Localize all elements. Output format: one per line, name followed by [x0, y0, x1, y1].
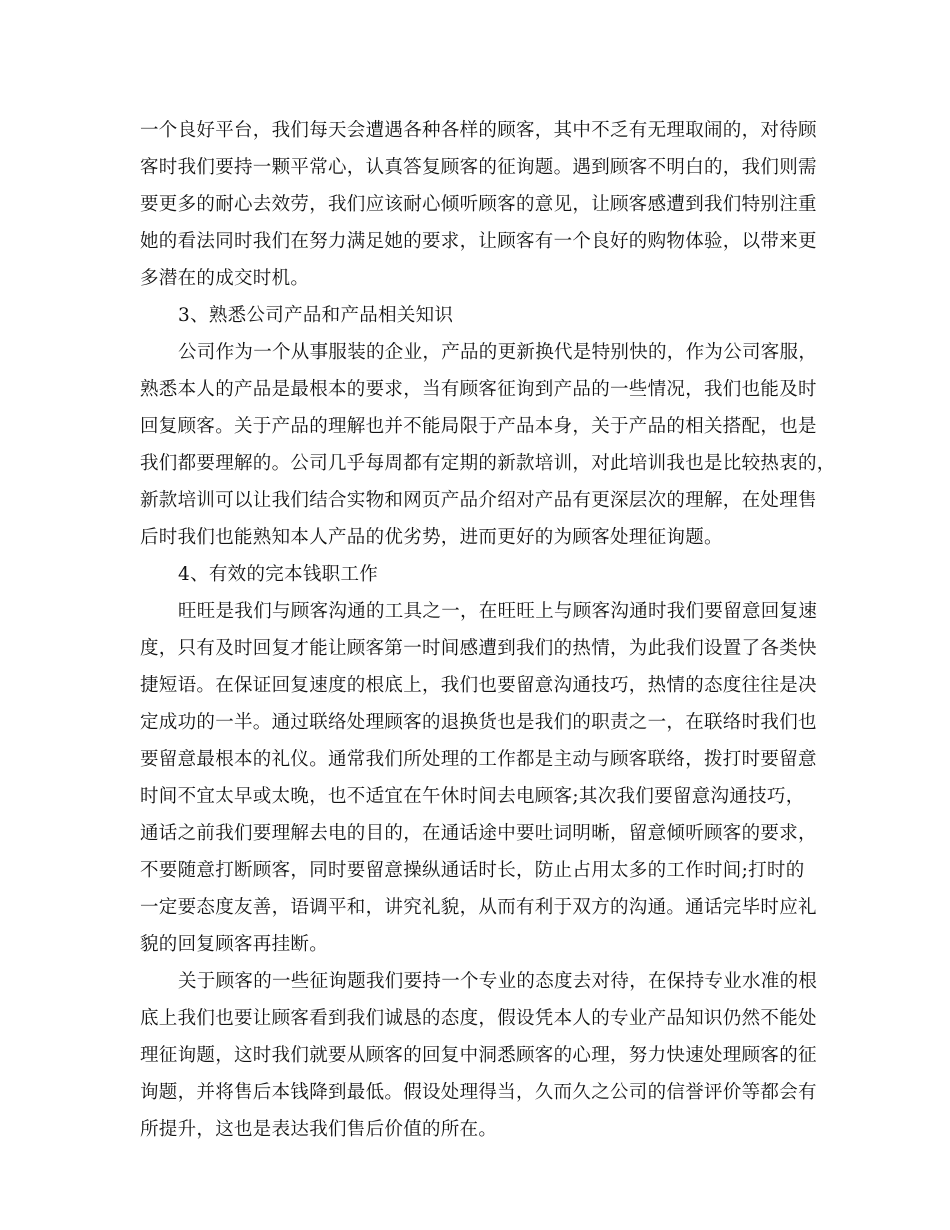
text-line: 公司作为一个从事服装的企业，产品的更新换代是特别快的，作为公司客服， — [178, 342, 818, 363]
text-line: 一个良好平台，我们每天会遭遇各种各样的顾客，其中不乏有无理取闹的，对待顾 — [140, 120, 817, 141]
text-line: 要更多的耐心去效劳，我们应该耐心倾听顾客的意见，让顾客感遭到我们特别注重 — [140, 194, 817, 215]
text-line: 回复顾客。关于产品的理解也并不能局限于产品本身，关于产品的相关搭配，也是 — [140, 416, 817, 437]
text-line: 定成功的一半。通过联络处理顾客的退换货也是我们的职责之一，在联络时我们也 — [140, 712, 817, 733]
text-line: 要留意最根本的礼仪。通常我们所处理的工作都是主动与顾客联络，拨打时要留意 — [140, 749, 817, 770]
text-line: 理征询题，这时我们就要从顾客的回复中洞悉顾客的心理，努力快速处理顾客的征 — [140, 1045, 817, 1066]
text-line: 所提升，这也是表达我们售后价值的所在。 — [140, 1119, 498, 1140]
text-line: 底上我们也要让顾客看到我们诚恳的态度，假设凭本人的专业产品知识仍然不能处 — [140, 1008, 817, 1029]
text-line: 貌的回复顾客再挂断。 — [140, 934, 329, 955]
text-line: 我们都要理解的。公司几乎每周都有定期的新款培训，对此培训我也是比较热衷的， — [140, 453, 836, 474]
text-line: 她的看法同时我们在努力满足她的要求，让顾客有一个良好的购物体验，以带来更 — [140, 231, 817, 252]
text-line: 客时我们要持一颗平常心，认真答复顾客的征询题。遇到顾客不明白的，我们则需 — [140, 157, 817, 178]
text-line: 一定要态度友善，语调平和，讲究礼貌，从而有利于双方的沟通。通话完毕时应礼 — [140, 897, 817, 918]
text-line: 通话之前我们要理解去电的目的，在通话途中要吐词明晰，留意倾听顾客的要求， — [140, 823, 817, 844]
text-line: 询题，并将售后本钱降到最低。假设处理得当，久而久之公司的信誉评价等都会有 — [140, 1082, 817, 1103]
section-heading: 4、有效的完本钱职工作 — [178, 564, 379, 585]
text-line: 时间不宜太早或太晚，也不适宜在午休时间去电顾客;其次我们要留意沟通技巧， — [140, 786, 805, 807]
text-line: 新款培训可以让我们结合实物和网页产品介绍对产品有更深层次的理解，在处理售 — [140, 490, 817, 511]
section-heading: 3、熟悉公司产品和产品相关知识 — [178, 305, 454, 326]
text-line: 捷短语。在保证回复速度的根底上，我们也要留意沟通技巧，热情的态度往往是决 — [140, 675, 817, 696]
text-line: 度，只有及时回复才能让顾客第一时间感遭到我们的热情，为此我们设置了各类快 — [140, 638, 817, 659]
text-line: 不要随意打断顾客，同时要留意操纵通话时长，防止占用太多的工作时间;打时的 — [140, 860, 805, 881]
text-line: 熟悉本人的产品是最根本的要求，当有顾客征询到产品的一些情况，我们也能及时 — [140, 379, 817, 400]
text-line: 旺旺是我们与顾客沟通的工具之一，在旺旺上与顾客沟通时我们要留意回复速 — [178, 601, 818, 622]
text-line: 后时我们也能熟知本人产品的优劣势，进而更好的为顾客处理征询题。 — [140, 527, 723, 548]
text-line: 多潜在的成交时机。 — [140, 268, 310, 289]
text-line: 关于顾客的一些征询题我们要持一个专业的态度去对待，在保持专业水准的根 — [178, 971, 818, 992]
